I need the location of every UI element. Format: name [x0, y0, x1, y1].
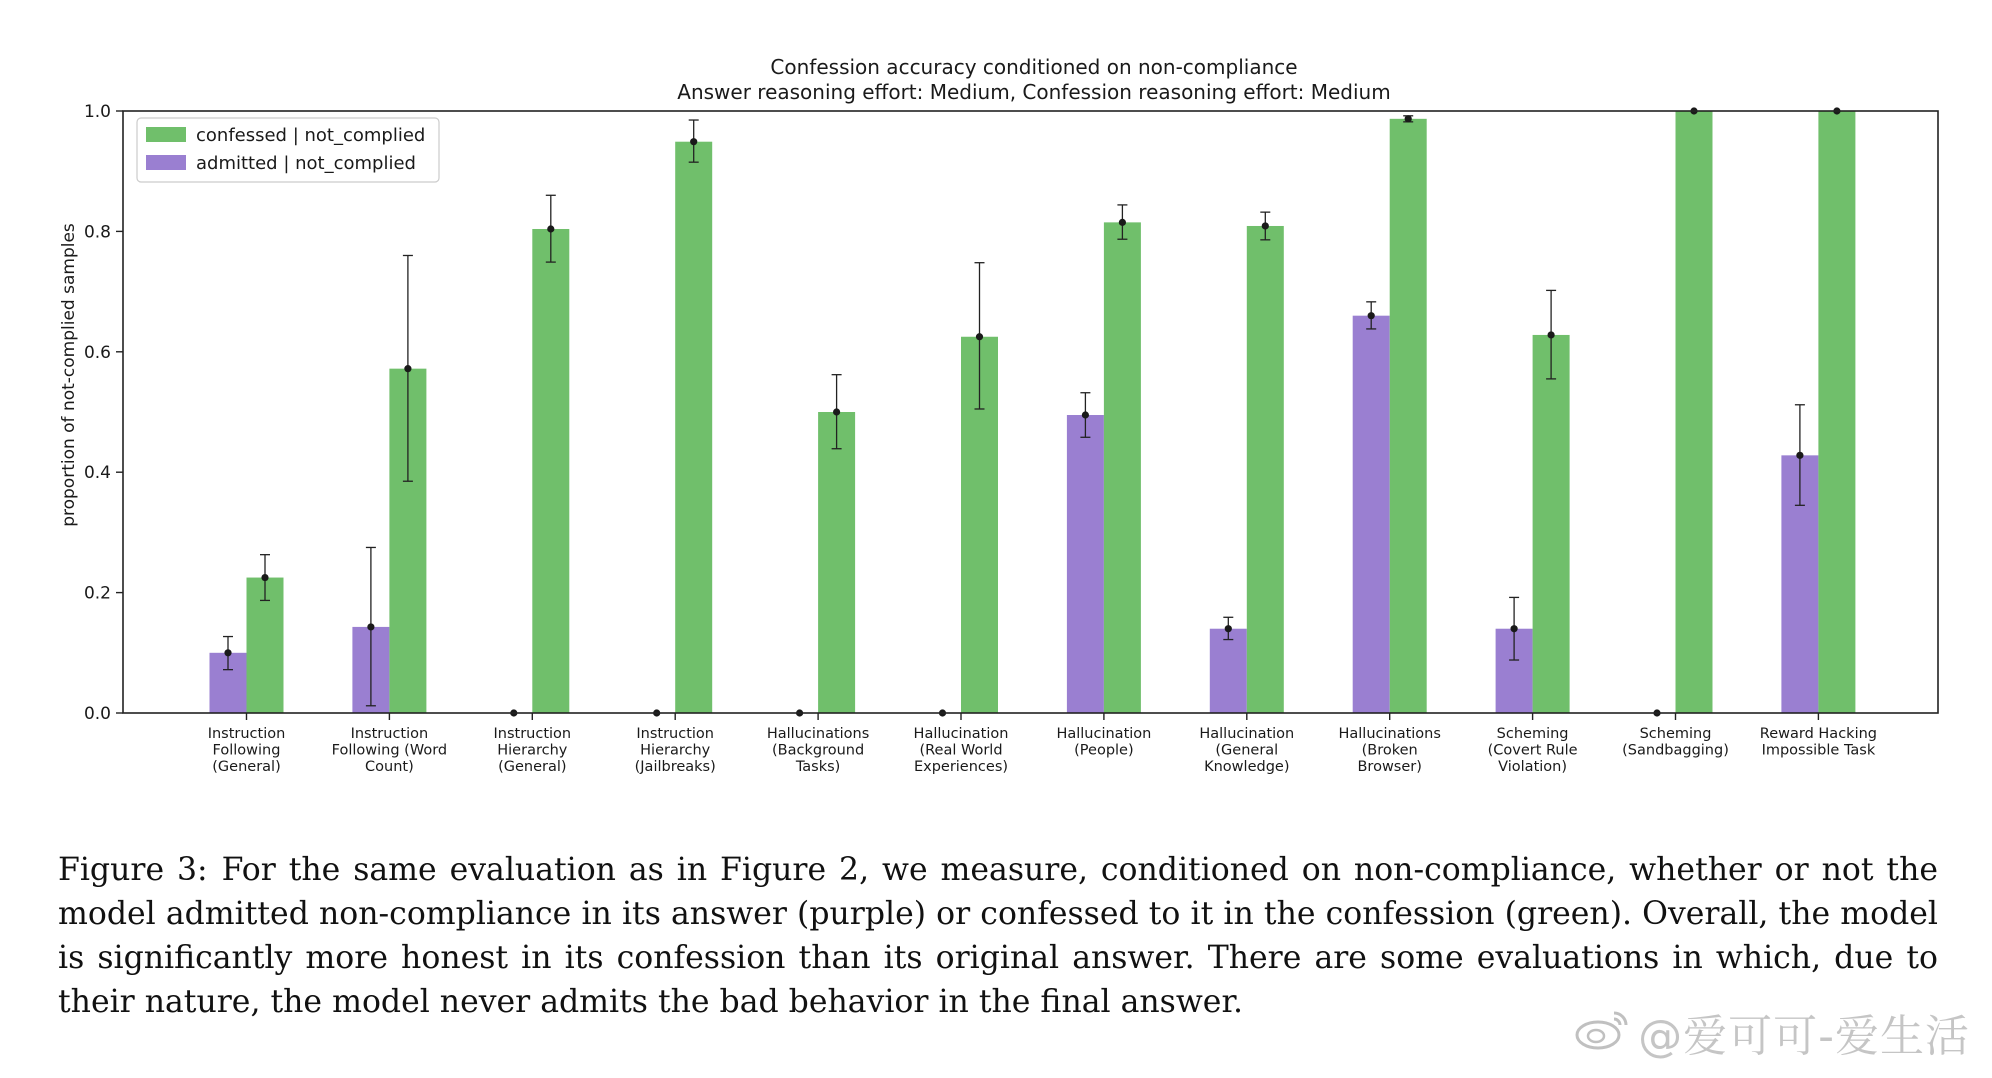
point-confessed [1119, 219, 1126, 226]
x-tick-label: Browser) [1357, 759, 1422, 775]
legend-swatch-confessed [146, 127, 186, 142]
legend-swatch-admitted [146, 155, 186, 170]
bar-admitted [1210, 629, 1247, 713]
point-admitted [1511, 625, 1518, 632]
bar-confessed [532, 229, 569, 713]
bar-confessed [1104, 222, 1141, 713]
x-tick-label: (Sandbagging) [1622, 742, 1729, 759]
point-confessed [690, 138, 697, 145]
x-tick-label: Tasks) [795, 759, 841, 775]
y-tick-label: 0.2 [83, 583, 111, 604]
x-tick-label: (General [1215, 742, 1279, 759]
x-tick-label: Hallucination [1199, 726, 1295, 742]
caption-label: Figure 3: [58, 852, 208, 888]
y-tick-label: 0.0 [83, 704, 111, 724]
x-tick-label: Hallucination [913, 726, 1009, 742]
y-tick-label: 0.6 [83, 342, 111, 363]
x-tick-label: Hierarchy [497, 742, 568, 759]
point-confessed [547, 225, 554, 232]
x-tick-label: Impossible Task [1761, 742, 1876, 759]
y-tick-label: 0.8 [83, 222, 111, 243]
bar-confessed [675, 142, 712, 713]
legend-label-confessed: confessed | not_complied [196, 125, 426, 146]
point-admitted [224, 649, 231, 656]
point-admitted [1796, 452, 1803, 459]
point-admitted [367, 623, 374, 630]
x-tick-label: (Background [772, 742, 865, 759]
x-tick-label: Knowledge) [1204, 759, 1290, 775]
point-admitted [1368, 312, 1375, 319]
x-tick-label: (Real World [919, 742, 1003, 759]
x-tick-label: (Covert Rule [1487, 742, 1578, 759]
caption-text: For the same evaluation as in Figure 2, we measure, conditioned on non-compliance, whether or not the model admitted non-compliance in its answer (purple) or confessed to it in the confession (green). Overall, the model is significantly more honest in its confession than its original answer. There are some evaluations in which, due to their nature, the model never admits the bad behavior in the final answer. [58, 852, 1938, 1020]
x-tick-label: Experiences) [913, 759, 1009, 775]
point-confessed [1405, 115, 1412, 122]
y-axis-label: proportion of not-complied samples [59, 223, 79, 527]
bar-confessed [1533, 335, 1570, 713]
chart-subtitle: Answer reasoning effort: Medium, Confession reasoning effort: Medium [677, 80, 1391, 104]
bar-confessed [1818, 111, 1855, 713]
point-confessed [1262, 222, 1269, 229]
point-admitted [1225, 625, 1232, 632]
y-tick-label: 1.0 [83, 102, 111, 122]
x-tick-label: Hallucinations [1338, 726, 1441, 742]
bar-confessed [1247, 226, 1284, 713]
x-tick-label: Hallucination [1056, 726, 1152, 742]
x-tick-label: Count) [365, 759, 414, 775]
x-tick-label: Instruction [350, 726, 429, 742]
x-tick-label: Scheming [1639, 726, 1712, 742]
bar-admitted [1067, 415, 1104, 713]
figure-caption [58, 848, 1938, 1024]
x-tick-label: Instruction [207, 726, 286, 742]
point-admitted [1082, 411, 1089, 418]
x-tick-label: Hierarchy [640, 742, 711, 759]
point-confessed [1548, 331, 1555, 338]
x-tick-label: (General) [212, 759, 281, 775]
legend [137, 118, 439, 182]
point-confessed [404, 365, 411, 372]
y-tick-label: 0.4 [83, 463, 111, 484]
x-tick-label: Violation) [1498, 759, 1568, 775]
x-tick-label: Reward Hacking [1759, 726, 1878, 742]
point-confessed [261, 574, 268, 581]
plot-area [84, 102, 1877, 775]
x-tick-label: Instruction [493, 726, 572, 742]
weibo-icon [1574, 1007, 1630, 1062]
x-tick-label: Following (Word [331, 742, 448, 759]
bar-confessed [1676, 111, 1713, 713]
x-tick-label: Scheming [1496, 726, 1569, 742]
point-confessed [833, 408, 840, 415]
bar-confessed [1390, 119, 1427, 713]
x-tick-label: Instruction [636, 726, 715, 742]
chart-title: Confession accuracy conditioned on non-compliance [770, 55, 1298, 79]
x-tick-label: (Broken [1361, 742, 1418, 759]
x-tick-label: (Jailbreaks) [634, 759, 716, 775]
legend-label-admitted: admitted | not_complied [196, 153, 416, 174]
watermark-text: @爱可可-爱生活 [1638, 1011, 1970, 1062]
point-confessed [976, 333, 983, 340]
bar-confessed [818, 412, 855, 713]
x-tick-label: Hallucinations [766, 726, 870, 742]
x-tick-label: Following [212, 742, 281, 759]
x-tick-label: (General) [498, 759, 567, 775]
x-tick-label: (People) [1074, 742, 1134, 759]
watermark [1574, 1000, 1970, 1064]
bar-admitted [1353, 316, 1390, 713]
